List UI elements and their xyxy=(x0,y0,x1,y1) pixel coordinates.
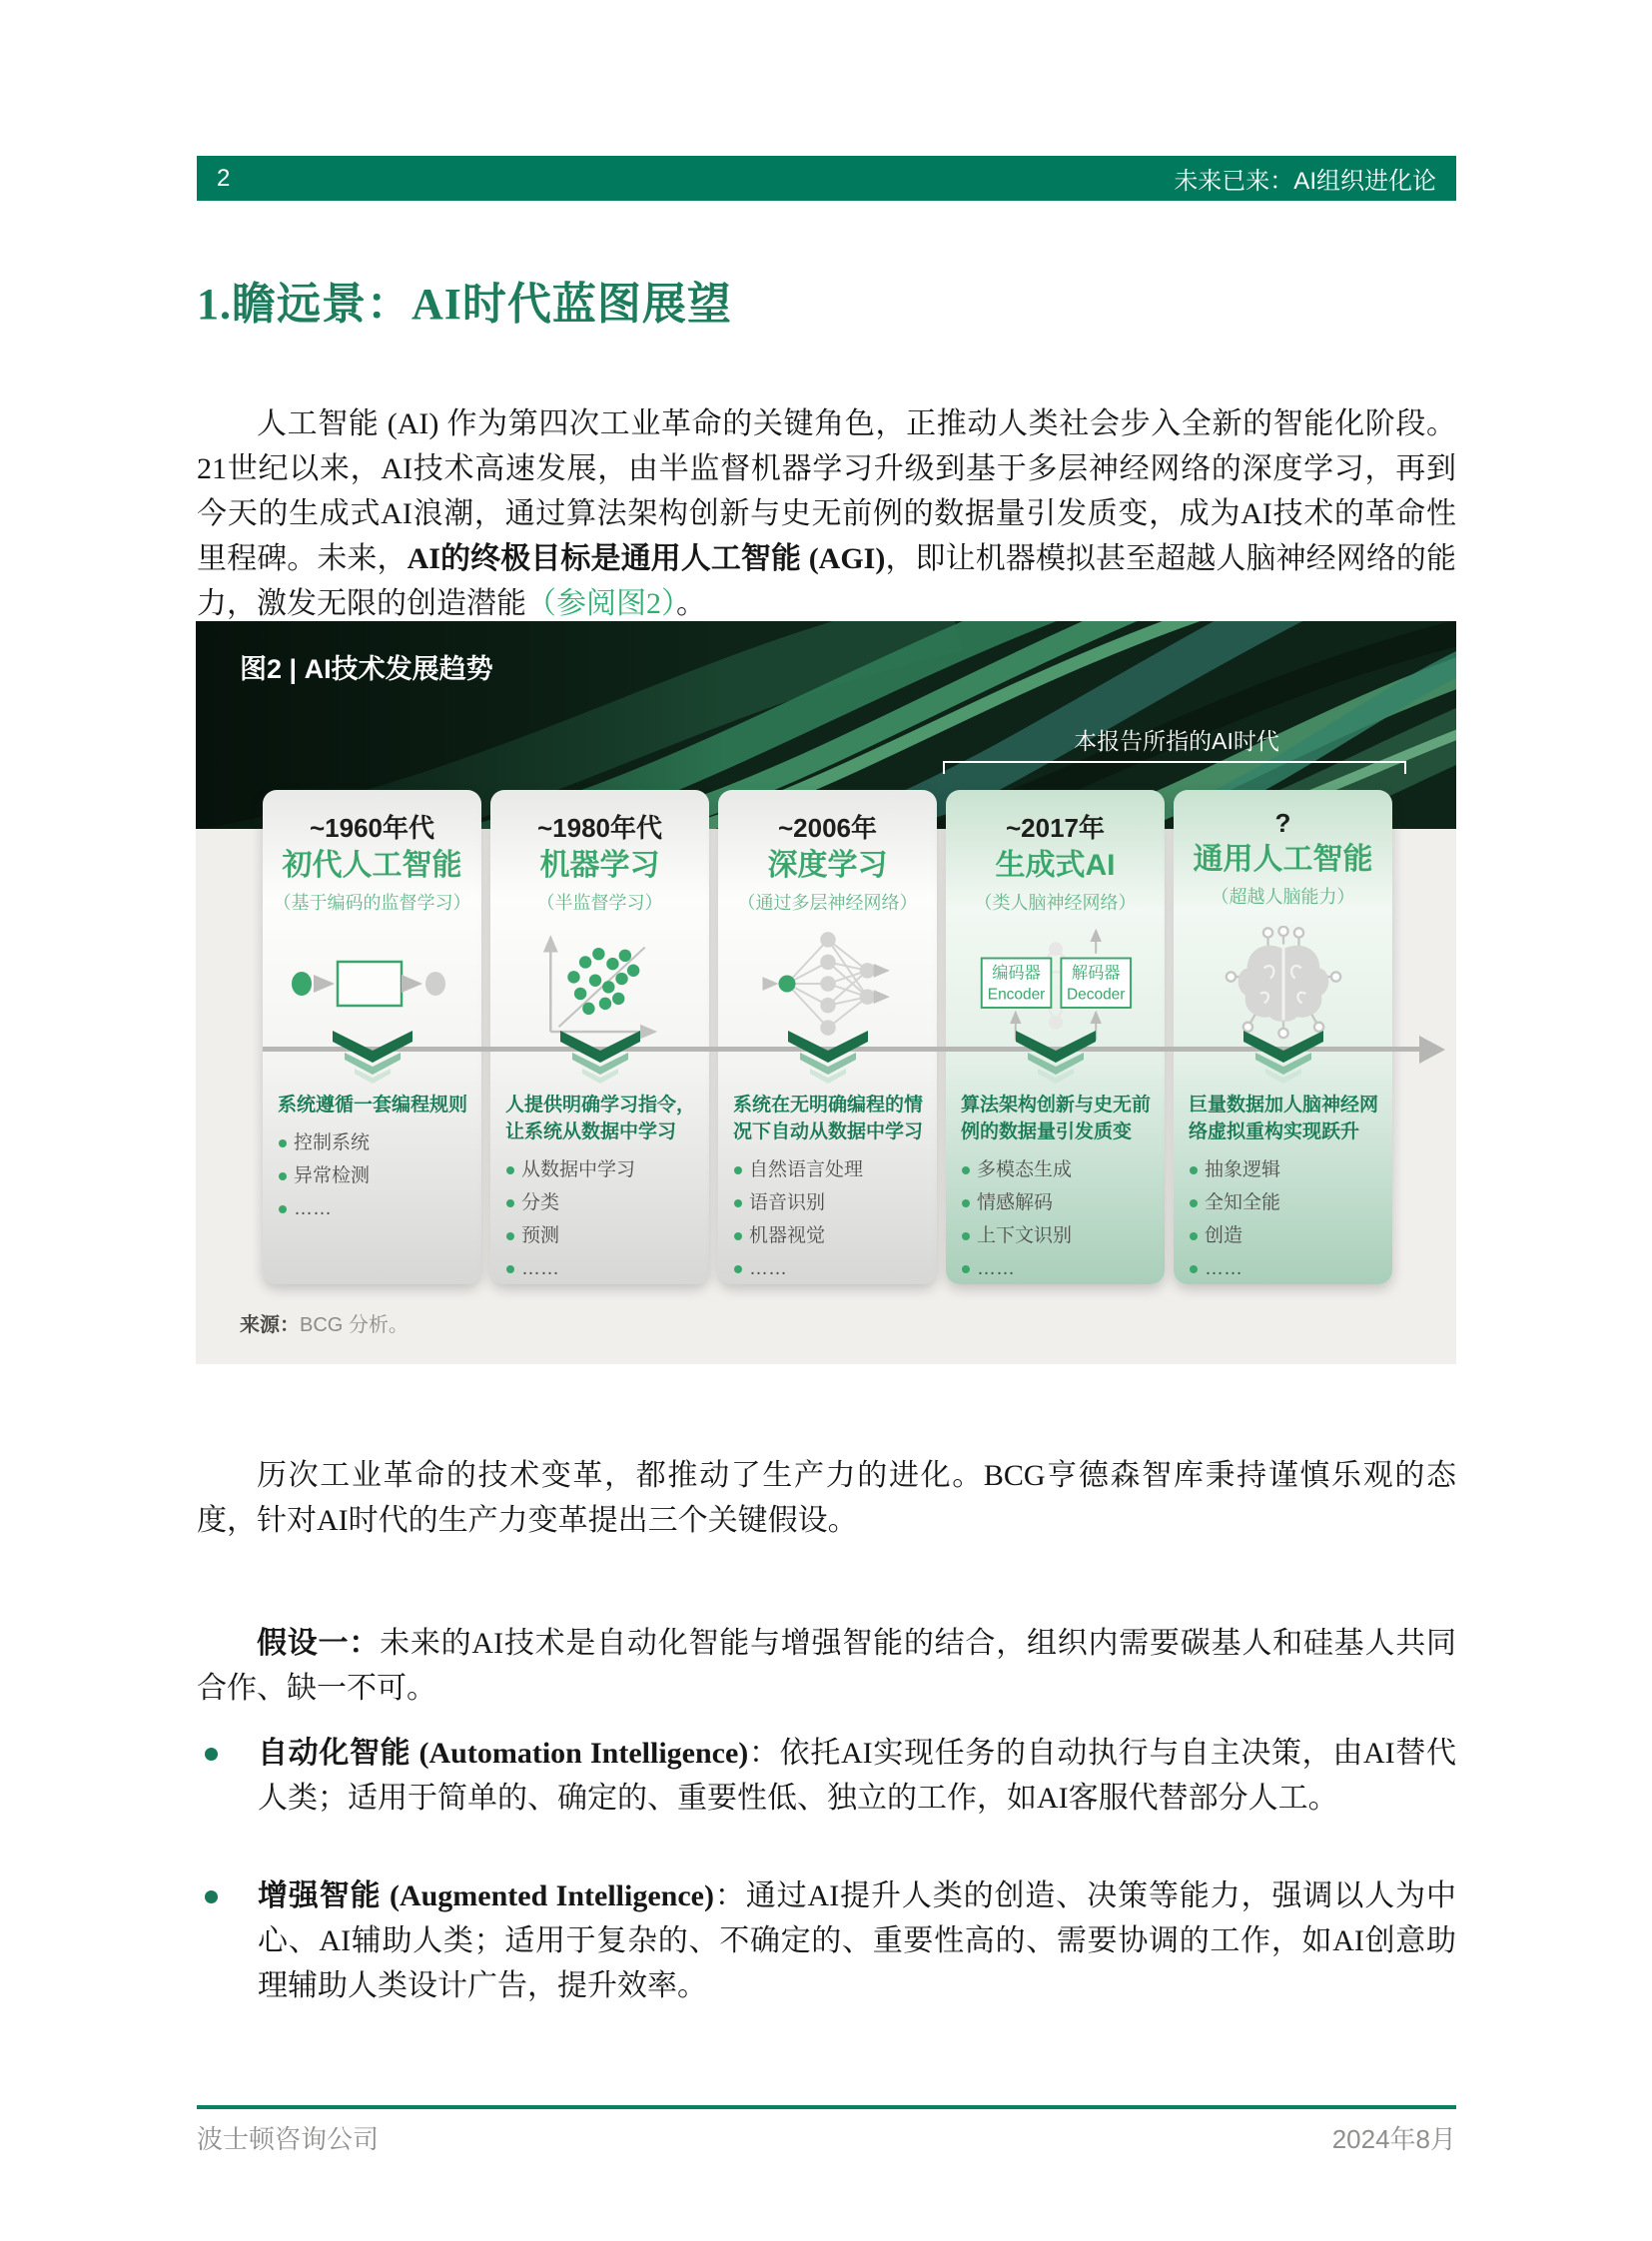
card-description xyxy=(263,1092,481,1225)
timeline-card-2006 xyxy=(718,790,937,1284)
bullet-item: 预测 xyxy=(505,1219,696,1252)
card-icon-area xyxy=(1174,926,1392,1042)
text-run: ：依托AI实现任务的自动执行与自主决策，由AI替代人类；适用于简单的、确定的、重要性低、独立的工作，如AI客服代替部分人工。 xyxy=(258,1737,1457,1815)
card-icon-area xyxy=(718,926,937,1042)
description-title: 系统遵循一套编程规则 xyxy=(278,1095,468,1116)
footer-date: 2024年8月 xyxy=(1331,2124,1456,2154)
bullet-item: 多模态生成 xyxy=(961,1153,1152,1186)
era-title: 通用人工智能 xyxy=(1193,843,1373,876)
timeline-card-1960s xyxy=(263,790,481,1284)
card-description xyxy=(946,1092,1165,1285)
bullet-item: 语音识别 xyxy=(733,1186,924,1219)
bullet-item: 抽象逻辑 xyxy=(1189,1153,1379,1186)
card-icon-area xyxy=(490,926,709,1042)
description-bullets xyxy=(1189,1153,1379,1285)
description-title: 巨量数据加人脑神经网络虚拟重构实现跃升 xyxy=(1189,1095,1379,1142)
encoder-label-cn: 编码器 xyxy=(991,964,1041,983)
card-description xyxy=(718,1092,937,1285)
text-run: AI的终极目标是通用人工智能 (AGI) xyxy=(407,542,886,575)
chevron-down-icon xyxy=(1008,1027,1104,1092)
era-subtitle: （基于编码的监督学习） xyxy=(273,893,471,913)
augmented-intelligence-item xyxy=(197,1873,1456,2008)
description-title: 系统在无明确编程的情况下自动从数据中学习 xyxy=(733,1095,924,1142)
bullet-item: 情感解码 xyxy=(961,1186,1152,1219)
source-label: 来源： xyxy=(240,1314,300,1336)
era-subtitle: （超越人脑能力） xyxy=(1211,887,1355,907)
section-heading: 1.瞻远景：AI时代蓝图展望 xyxy=(197,280,732,329)
description-title: 人提供明确学习指令，让系统从数据中学习 xyxy=(505,1095,696,1142)
neural-network-icon xyxy=(743,926,913,1042)
text-run: 未来的AI技术是自动化智能与增强智能的结合，组织内需要碳基人和硅基人共同合作、缺一不可。 xyxy=(197,1627,1457,1705)
bullet-item: 全知全能 xyxy=(1189,1186,1379,1219)
bullet-item: 异常检测 xyxy=(278,1159,468,1192)
description-bullets xyxy=(961,1153,1152,1285)
decoder-label-cn: 解码器 xyxy=(1071,964,1121,983)
bullet-item: …… xyxy=(278,1192,468,1225)
description-bullets xyxy=(733,1153,924,1285)
bullet-item: 自然语言处理 xyxy=(733,1153,924,1186)
bullet-item: 上下文识别 xyxy=(961,1219,1152,1252)
text-run: 历次工业革命的技术变革，都推动了生产力的进化。BCG亨德森智库秉持谨慎乐观的态度，针对AI时代的生产力变革提出三个关键假设。 xyxy=(197,1459,1456,1537)
figure-reference-link[interactable]: （参阅图2） xyxy=(526,587,676,620)
page-header-bar xyxy=(197,156,1456,201)
ai-era-bracket xyxy=(943,761,1406,774)
intelligence-types-list xyxy=(197,1731,1456,2008)
ai-era-bracket-label: 本报告所指的AI时代 xyxy=(1074,728,1279,754)
card-description xyxy=(1174,1092,1392,1285)
card-header xyxy=(263,790,481,926)
era-subtitle: （类人脑神经网络） xyxy=(974,893,1137,913)
text-run: ：通过AI提升人类的创造、决策等能力，强调以人为中心、AI辅助人类；适用于复杂的、不确定的、重要性高的、需要协调的工作，如AI创意助理辅助人类设计广告，提升效率。 xyxy=(258,1879,1456,2002)
source-text: BCG 分析。 xyxy=(300,1314,409,1336)
bullet-item: 分类 xyxy=(505,1186,696,1219)
chevron-down-icon xyxy=(552,1027,648,1092)
text-run: 增强智能 (Augmented Intelligence) xyxy=(258,1879,714,1912)
era-title: 深度学习 xyxy=(767,849,888,882)
timeline-card-2017 xyxy=(946,790,1165,1284)
timeline-card-1980s xyxy=(490,790,709,1284)
flow-diagram-icon xyxy=(288,936,457,1032)
page-footer xyxy=(197,2119,1456,2156)
card-header xyxy=(490,790,709,926)
scatter-plot-icon xyxy=(520,926,680,1042)
timeline-card-agi xyxy=(1174,790,1392,1284)
timeline-columns xyxy=(263,790,1392,1284)
era-label: ~1960年代 xyxy=(309,813,435,843)
text-run: 假设一： xyxy=(257,1627,381,1660)
bullet-item: 创造 xyxy=(1189,1219,1379,1252)
timeline-arrowhead-icon xyxy=(1419,1036,1445,1064)
bullet-item: …… xyxy=(505,1252,696,1285)
bullet-item: …… xyxy=(961,1252,1152,1285)
figure-2 xyxy=(196,621,1456,1364)
bullet-item: …… xyxy=(1189,1252,1379,1285)
bullet-item: 控制系统 xyxy=(278,1126,468,1159)
encoder-label-en: Encoder xyxy=(987,986,1045,1004)
text-run: 。 xyxy=(676,587,706,620)
footer-company: 波士顿咨询公司 xyxy=(197,2124,380,2154)
document-title: 未来已来：AI组织进化论 xyxy=(1174,168,1436,195)
bullet-item: 从数据中学习 xyxy=(505,1153,696,1186)
page-number: 2 xyxy=(217,164,231,192)
era-title: 机器学习 xyxy=(539,849,660,882)
text-run: 自动化智能 (Automation Intelligence) xyxy=(258,1737,749,1770)
card-icon-area xyxy=(263,926,481,1042)
body-paragraph-2 xyxy=(197,1453,1456,1543)
era-title: 初代人工智能 xyxy=(282,849,462,882)
automation-intelligence-item xyxy=(197,1731,1456,1821)
card-header xyxy=(718,790,937,926)
footer-rule xyxy=(197,2105,1456,2109)
era-subtitle: （通过多层神经网络） xyxy=(737,893,918,913)
card-header xyxy=(1174,790,1392,926)
brain-circuit-icon xyxy=(1209,926,1358,1042)
card-description xyxy=(490,1092,709,1285)
card-icon-area xyxy=(946,926,1165,1042)
encoder-decoder-icon xyxy=(956,926,1156,1042)
card-header xyxy=(946,790,1165,926)
era-label: ? xyxy=(1274,808,1291,838)
description-bullets xyxy=(505,1153,696,1285)
intro-paragraph xyxy=(197,401,1456,626)
figure-title: 图2 | AI技术发展趋势 xyxy=(240,654,493,684)
hypothesis-paragraph xyxy=(197,1621,1456,1711)
decoder-label-en: Decoder xyxy=(1066,986,1125,1004)
text-run: ，即让机器模拟甚至超越人脑神经网络的能力，激发无限的创造潜能 xyxy=(197,542,1457,620)
era-label: ~1980年代 xyxy=(536,813,663,843)
era-label: ~2017年 xyxy=(1005,813,1106,843)
era-label: ~2006年 xyxy=(777,813,878,843)
description-title: 算法架构创新与史无前例的数据量引发质变 xyxy=(961,1095,1152,1142)
chevron-down-icon xyxy=(325,1027,420,1092)
text-run: 人工智能 (AI) 作为第四次工业革命的关键角色，正推动人类社会步入全新的智能化阶段。21世纪以来，AI技术高速发展，由半监督机器学习升级到基于多层神经网络的深度学习，再到今天的生成式AI浪潮，通过算法架构创新与史无前例的数据量引发质变，成为AI技术的革命性里程碑。未来， xyxy=(197,407,1456,575)
era-title: 生成式AI xyxy=(995,849,1116,882)
figure-source xyxy=(240,1308,409,1337)
bullet-item: 机器视觉 xyxy=(733,1219,924,1252)
era-subtitle: （半监督学习） xyxy=(536,893,663,913)
description-bullets xyxy=(278,1126,468,1225)
chevron-down-icon xyxy=(780,1027,876,1092)
bullet-item: …… xyxy=(733,1252,924,1285)
chevron-down-icon xyxy=(1236,1027,1331,1092)
